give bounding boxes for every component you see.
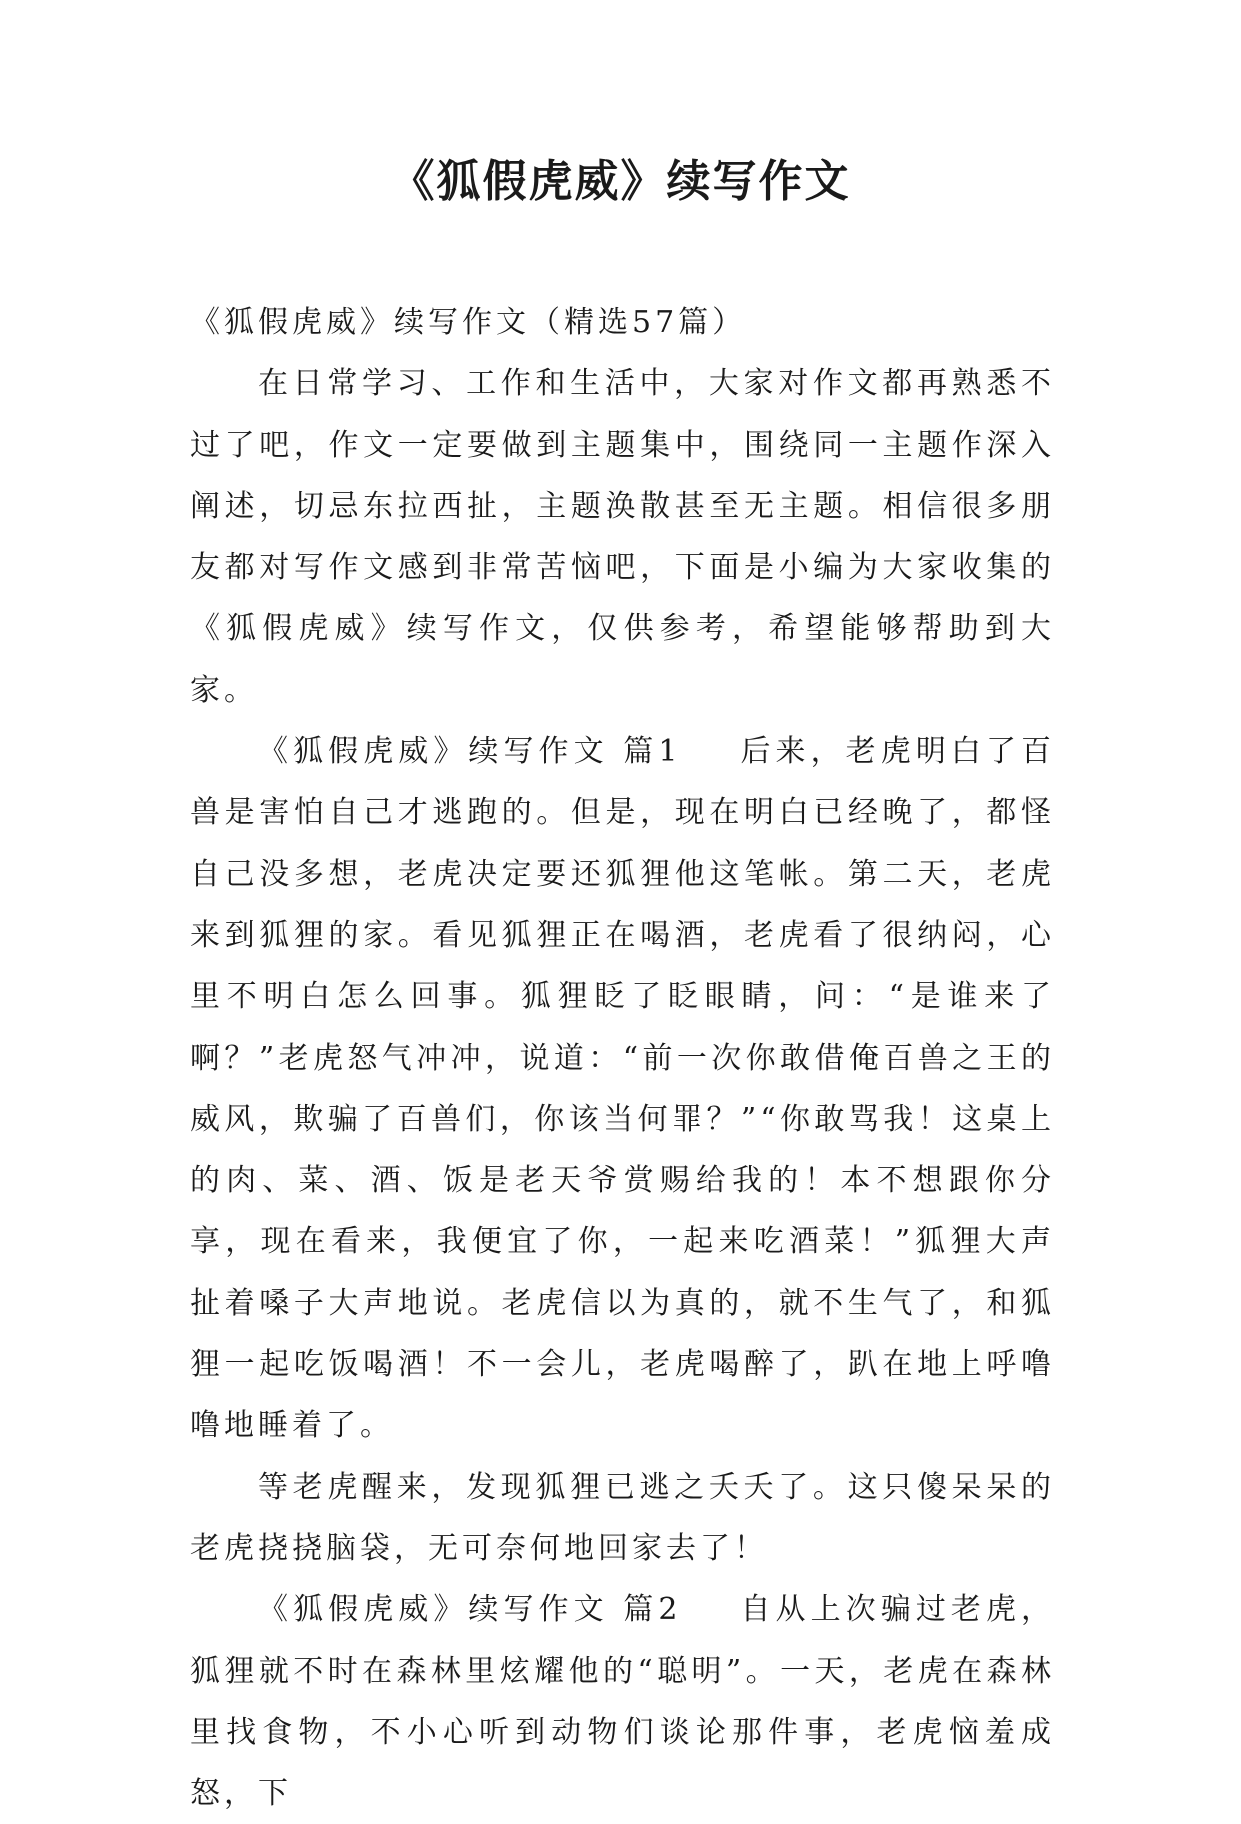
document-title: 《狐假虎威》续写作文: [390, 156, 851, 207]
essay-1-text: 后来，老虎明白了百兽是害怕自己才逃跑的。但是，现在明白已经晚了，都怪自己没多想，老虎决定要还狐狸他这笔帐。第二天，老虎来到狐狸的家。看见狐狸正在喝酒，老虎看了很纳闷，心里不明白怎么回事。狐狸眨了眨眼睛，问：“是谁来了啊？”老虎怒气冲冲，说道：“前一次你敢借俺百兽之王的威风，欺骗了百兽们，你该当何罪？”“你敢骂我！这桌上的肉、菜、酒、饭是老天爷赏赐给我的！本不想跟你分享，现在看来，我便宜了你，一起来吃酒菜！”狐狸大声扯着嗓子大声地说。老虎信以为真的，就不生气了，和狐狸一起吃饭喝酒！不一会儿，老虎喝醉了，趴在地上呼噜噜地睡着了。: [190, 734, 1056, 1444]
essay-2-text: 自从上次骗过老虎，狐狸就不时在森林里炫耀他的“聪明”。一天，老虎在森林里找食物，不小心听到动物们谈论那件事，老虎恼羞成怒，下: [190, 1592, 1056, 1812]
essay-1-ending-paragraph: 等老虎醒来，发现狐狸已逃之夭夭了。这只傻呆呆的老虎挠挠脑袋，无可奈何地回家去了！: [190, 1469, 1055, 1566]
intro-paragraph: 在日常学习、工作和生活中，大家对作文都再熟悉不过了吧，作文一定要做到主题集中，围绕同一主题作深入阐述，切忌东拉西扯，主题涣散甚至无主题。相信很多朋友都对写作文感到非常苦恼吧，下面是小编为大家收集的《狐假虎威》续写作文，仅供参考，希望能够帮助到大家。: [190, 366, 1055, 708]
essay-1-paragraph: [190, 721, 1055, 1457]
essay-1-heading: 《狐假虎威》续写作文 篇1: [258, 734, 682, 770]
essay-2-heading: 《狐假虎威》续写作文 篇2: [258, 1592, 682, 1628]
subtitle-line: 《狐假虎威》续写作文（精选57篇）: [190, 305, 747, 340]
document-body: [190, 292, 1055, 1824]
essay-2-paragraph: [190, 1579, 1055, 1824]
